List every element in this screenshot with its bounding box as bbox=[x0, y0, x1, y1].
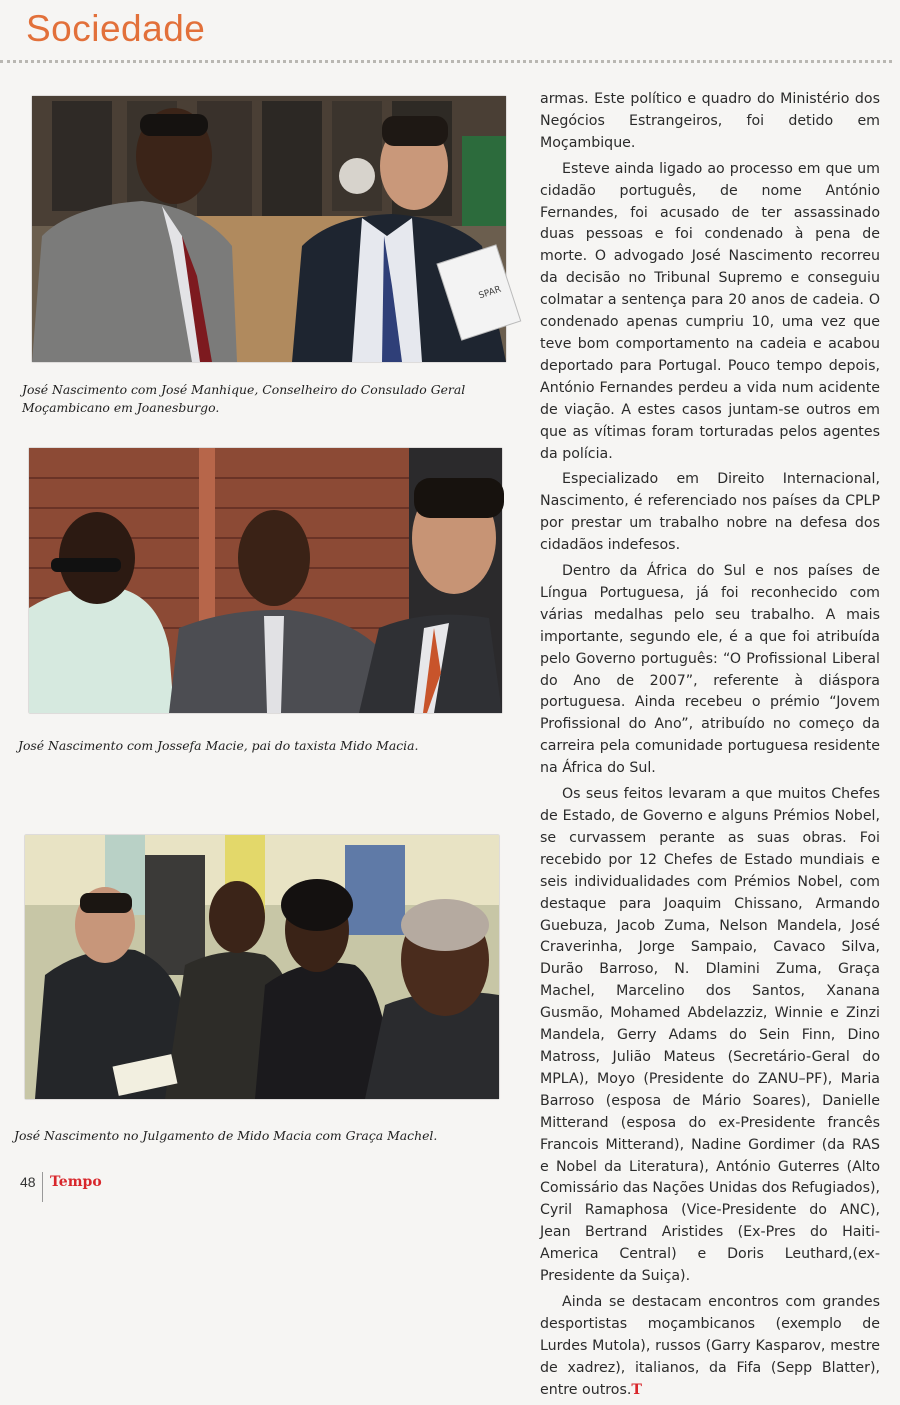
end-of-article-mark: T bbox=[631, 1381, 642, 1398]
photo-caption: José Nascimento com Jossefa Macie, pai do taxista Mido Macia. bbox=[18, 738, 419, 753]
footer-divider bbox=[42, 1172, 43, 1202]
article-body bbox=[540, 89, 880, 1405]
folder-label: SPAR bbox=[477, 284, 503, 302]
article-paragraph-text: Ainda se destacam encontros com grandes desportistas moçambicanos (exemplo de Lurdes Mutola), russos (Garry Kasparov, mestre de xadrez), italianos, da Fifa (Sepp Blatter), entre outros. bbox=[540, 1293, 880, 1398]
magazine-name: Tempo bbox=[50, 1174, 102, 1190]
photo-caption: José Nascimento no Julgamento de Mido Macia com Graça Machel. bbox=[14, 1128, 438, 1143]
photo-nascimento-manhique bbox=[32, 96, 506, 362]
photo-nascimento-macie bbox=[29, 448, 502, 713]
section-title: Sociedade bbox=[26, 8, 206, 49]
photo-julgamento-graca-machel bbox=[25, 835, 499, 1099]
article-paragraph-last bbox=[540, 1292, 880, 1402]
page-number: 48 bbox=[20, 1174, 36, 1190]
article-paragraph: Os seus feitos levaram a que muitos Chefes de Estado, de Governo e alguns Prémios Nobel, se curvassem perante as suas obras. Foi recebido por 12 Chefes de Estado mundiais e seis individualidades com Prémios Nobel, com destaque para Joaquim Chissano, Armando Guebuza, Jacob Zuma, Nelson Mandela, José Craverinha, Jorge Sampaio, Cavaco Silva, Durão Barroso, N. Dlamini Zuma, Graça Machel, Marcelino dos Santos, Xanana Gusmão, Mohamed Abdelazziz, Winnie e Zinzi Mandela, Gerry Adams do Sein Finn, Dino Matross, Julião Mateus (Secretário-Geral do MPLA), Moyo (Presidente do ZANU–PF), Maria Barroso (esposa de Mário Soares), Danielle Mitterand (esposa do ex-Presidente francês Francois Mitterand), Nadine Gordimer (da RAS e Nobel da Literatura), António Guterres (Alto Comissário das Nações Unidas dos Refugiados), Cyril Ramaphosa (Vice-Presidente do ANC), Jean Bertrand Aristides (Ex-Pres do Haiti-America Central) e Doris Leuthard,(ex-Presidente da Suiça). bbox=[540, 786, 881, 1285]
article-paragraph: armas. Este político e quadro do Ministério dos Negócios Estrangeiros, foi detido em Moçambique. bbox=[540, 91, 880, 151]
article-paragraph: Esteve ainda ligado ao processo em que um cidadão português, de nome António Fernandes, foi acusado de ter assassinado duas pessoas e foi condenado à pena de morte. O advogado José Nascimento recorreu da decisão no Tribunal Supremo e conseguiu colmatar a sentença para 20 anos de cadeia. O condenado apenas cumpriu 10, uma vez que teve bom comportamento na cadeia e acabou deportado para Portugal. Pouco tempo depois, António Fernandes perdeu a vida num acidente de viação. A estes casos juntam-se outros em que as vítimas foram torturadas pelos agentes da polícia. bbox=[540, 160, 880, 462]
article-paragraph: Especializado em Direito Internacional, Nascimento, é referenciado nos países da CPLP por prestar um trabalho nobre na defesa dos cidadãos indefesos. bbox=[540, 471, 880, 554]
photo-caption: José Nascimento com José Manhique, Conselheiro do Consulado Geral Moçambicano em Joanesburgo. bbox=[22, 382, 466, 415]
article-paragraph: Dentro da África do Sul e nos países de Língua Portuguesa, já foi reconhecido com várias medalhas pelo seu trabalho. A mais importante, segundo ele, é a que foi atribuída pelo Governo português: “O Profissional Liberal do Ano de 2007”, referente à diáspora portuguesa. Ainda recebeu o prémio “Jovem Profissional do Ano”, atribuído no começo da carreira pela comunidade portuguesa residente na África do Sul. bbox=[540, 563, 880, 777]
dotted-divider bbox=[0, 60, 892, 63]
